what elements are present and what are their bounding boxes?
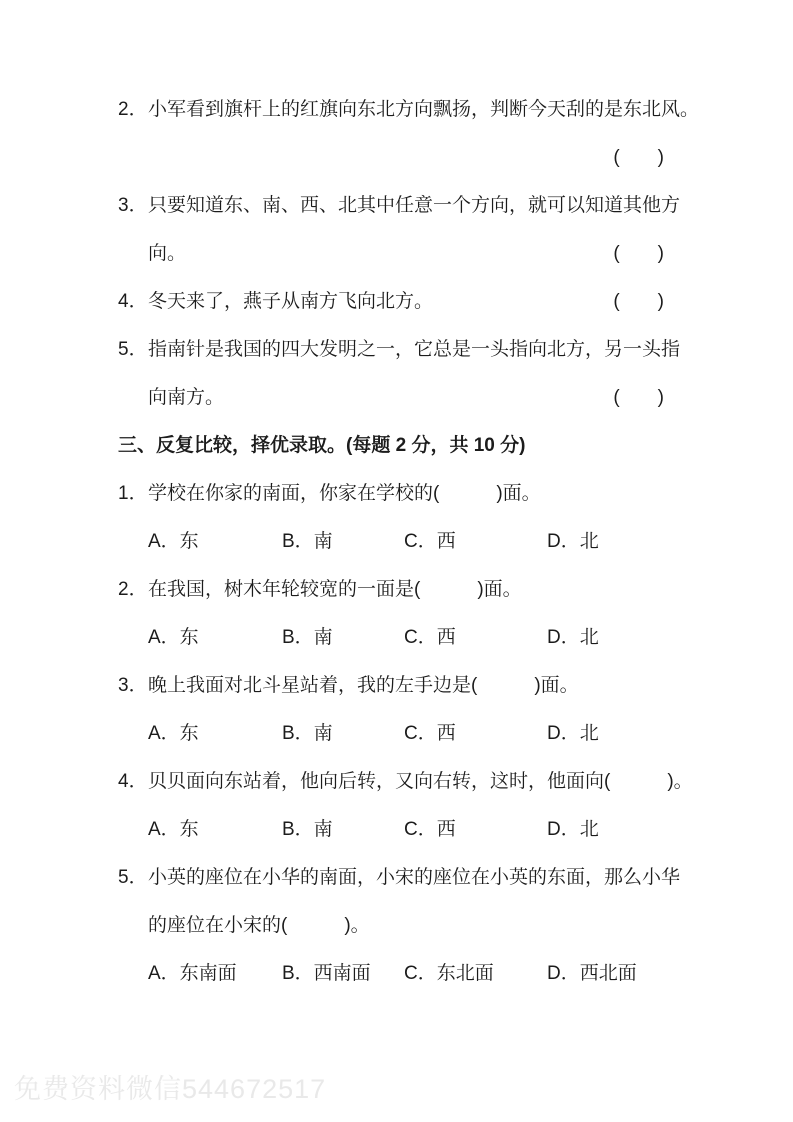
option-d: D．西北面 bbox=[547, 963, 637, 984]
question-number: 4． bbox=[118, 291, 148, 312]
option-c: C．东北面 bbox=[404, 963, 494, 984]
choice-question-5-options bbox=[118, 950, 690, 998]
choice-question-5-continuation bbox=[118, 902, 690, 950]
section-heading: 三、反复比较，择优录取。(每题 2 分，共 10 分) bbox=[118, 435, 526, 456]
question-text: 学校在你家的南面，你家在学校的( )面。 bbox=[148, 483, 541, 504]
judge-question-2 bbox=[118, 86, 700, 134]
question-text: 贝贝面向东站着，他向后转，又向右转，这时，他面向( )。 bbox=[148, 771, 693, 792]
choice-question-4-options bbox=[118, 806, 690, 854]
judge-question-3 bbox=[118, 182, 690, 230]
question-number: 5． bbox=[118, 867, 148, 888]
judge-question-4 bbox=[118, 278, 690, 326]
question-text-continuation: 向南方。 bbox=[148, 387, 225, 408]
answer-blank: ( ) bbox=[613, 291, 664, 312]
page-content bbox=[118, 86, 700, 998]
option-d: D．北 bbox=[547, 627, 599, 648]
answer-blank: ( ) bbox=[613, 243, 664, 264]
choice-question-2-options bbox=[118, 614, 690, 662]
option-c: C．西 bbox=[404, 531, 456, 552]
option-c: C．西 bbox=[404, 627, 456, 648]
question-number: 1． bbox=[118, 483, 148, 504]
question-number: 5． bbox=[118, 339, 148, 360]
question-number: 4． bbox=[118, 771, 148, 792]
question-text: 小军看到旗杆上的红旗向东北方向飘扬，判断今天刮的是东北风。 bbox=[148, 99, 700, 120]
question-text: 只要知道东、南、西、北其中任意一个方向，就可以知道其他方 bbox=[148, 195, 681, 216]
question-text: 指南针是我国的四大发明之一，它总是一头指向北方，另一头指 bbox=[148, 339, 681, 360]
option-d: D．北 bbox=[547, 819, 599, 840]
option-a: A．东 bbox=[148, 819, 199, 840]
answer-blank: ( ) bbox=[613, 147, 664, 168]
option-b: B．南 bbox=[282, 723, 333, 744]
question-text: 晚上我面对北斗星站着，我的左手边是( )面。 bbox=[148, 675, 579, 696]
option-d: D．北 bbox=[547, 723, 599, 744]
option-b: B．南 bbox=[282, 531, 333, 552]
option-a: A．东 bbox=[148, 723, 199, 744]
option-b: B．南 bbox=[282, 627, 333, 648]
choice-question-4 bbox=[118, 758, 693, 806]
option-c: C．西 bbox=[404, 723, 456, 744]
question-text: 在我国，树木年轮较宽的一面是( )面。 bbox=[148, 579, 522, 600]
answer-blank: ( ) bbox=[613, 387, 664, 408]
option-a: A．东 bbox=[148, 531, 199, 552]
judge-question-3-continuation bbox=[118, 230, 690, 278]
option-b: B．西南面 bbox=[282, 963, 371, 984]
question-text-continuation: 向。 bbox=[148, 243, 187, 264]
judge-question-5-continuation bbox=[118, 374, 690, 422]
judge-question-2-blank-line bbox=[118, 134, 690, 182]
option-a: A．东南面 bbox=[148, 963, 237, 984]
option-c: C．西 bbox=[404, 819, 456, 840]
question-number: 2． bbox=[118, 579, 148, 600]
question-number: 2． bbox=[118, 99, 148, 120]
question-text-continuation: 的座位在小宋的( )。 bbox=[148, 915, 370, 936]
choice-question-1-options bbox=[118, 518, 690, 566]
option-b: B．南 bbox=[282, 819, 333, 840]
choice-question-1 bbox=[118, 470, 690, 518]
choice-question-2 bbox=[118, 566, 690, 614]
choice-question-3-options bbox=[118, 710, 690, 758]
judge-question-5 bbox=[118, 326, 690, 374]
option-a: A．东 bbox=[148, 627, 199, 648]
question-text: 冬天来了，燕子从南方飞向北方。 bbox=[148, 291, 434, 312]
question-text: 小英的座位在小华的南面，小宋的座位在小英的东面，那么小华 bbox=[148, 867, 681, 888]
watermark: 免费资料微信544672517 bbox=[14, 1074, 327, 1104]
choice-question-5 bbox=[118, 854, 690, 902]
question-text-group bbox=[118, 278, 433, 326]
choice-question-3 bbox=[118, 662, 690, 710]
question-number: 3． bbox=[118, 675, 148, 696]
option-d: D．北 bbox=[547, 531, 599, 552]
question-number: 3． bbox=[118, 195, 148, 216]
